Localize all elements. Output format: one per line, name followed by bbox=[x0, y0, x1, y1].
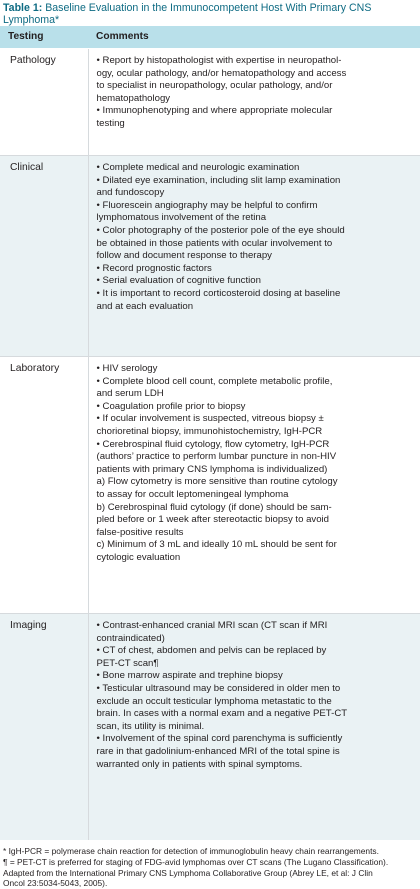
table-row-imaging bbox=[0, 614, 420, 841]
column-header-comments: Comments bbox=[88, 26, 420, 49]
comment-line: • Report by histopathologist with expertise in neuropathol- bbox=[96, 55, 342, 66]
comment-line: ogy, ocular pathology, and/or hematopathology and access bbox=[96, 67, 347, 79]
footnote: ¶ = PET-CT is preferred for staging of FDG-avid lymphomas over CT scans (The Lugano Classification). bbox=[3, 856, 389, 867]
comment-line: pled before or 1 week after stereotactic biopsy to avoid bbox=[96, 514, 330, 526]
testing-cell: Clinical bbox=[0, 156, 88, 357]
footnote: Adapted from the International Primary CNS Lymphoma Collaborative Group (Abrey LE, et al: J Clin bbox=[3, 867, 373, 878]
table-title-label: Table 1: bbox=[3, 2, 43, 14]
comment-line: follow and document response to therapy bbox=[96, 250, 272, 262]
comment-line: patients with primary CNS lymphoma is individualized) bbox=[96, 463, 328, 475]
comment-line: testing bbox=[96, 117, 125, 129]
comments-cell bbox=[88, 614, 420, 841]
table-footnotes bbox=[0, 846, 420, 889]
table-title bbox=[0, 0, 420, 26]
comment-line: • Serial evaluation of cognitive function bbox=[96, 275, 261, 287]
comment-line: • Record prognostic factors bbox=[96, 262, 212, 274]
testing-cell: Imaging bbox=[0, 614, 88, 841]
comment-line: warranted only in patients with spinal symptoms. bbox=[96, 758, 303, 770]
comment-line: • Complete medical and neurologic examination bbox=[96, 162, 300, 173]
comment-line: scan, its utility is minimal. bbox=[96, 720, 205, 732]
comment-line: rare in that gadolinium-enhanced MRI of the total spine is bbox=[96, 745, 340, 757]
evaluation-table bbox=[0, 26, 420, 840]
comment-line: lymphomatous involvement of the retina bbox=[96, 212, 267, 224]
footnote: * IgH-PCR = polymerase chain reaction for detection of immunoglobulin heavy chain rearrangements. bbox=[3, 846, 379, 856]
table-row-laboratory bbox=[0, 357, 420, 614]
comment-line: • Color photography of the posterior pole of the eye should bbox=[96, 224, 345, 236]
comment-line: • CT of chest, abdomen and pelvis can be replaced by bbox=[96, 645, 327, 657]
footnote: Oncol 23:5034-5043, 2005). bbox=[3, 878, 108, 889]
testing-cell: Pathology bbox=[0, 49, 88, 156]
comment-line: • Dilated eye examination, including slit lamp examination bbox=[96, 174, 341, 186]
comments-cell bbox=[88, 49, 420, 156]
comment-line: • It is important to record corticosteroid dosing at baseline bbox=[96, 287, 341, 299]
comment-line: chorioretinal biopsy, immunohistochemistry, IgH-PCR bbox=[96, 425, 323, 437]
comment-line: b) Cerebrospinal fluid cytology (if done) should be sam- bbox=[96, 501, 332, 513]
comment-line: and fundoscopy bbox=[96, 187, 165, 199]
comment-line: to assay for occult leptomeningeal lymphoma bbox=[96, 488, 289, 500]
comment-line: • If ocular involvement is suspected, vitreous biopsy ± bbox=[96, 413, 324, 425]
testing-cell: Laboratory bbox=[0, 357, 88, 614]
comment-line: • HIV serology bbox=[96, 363, 158, 374]
comment-line: false-positive results bbox=[96, 526, 184, 538]
comment-line: to specialist in neuropathology, ocular pathology, and/or bbox=[96, 80, 333, 92]
comment-line: hematopathology bbox=[96, 92, 171, 104]
comments-cell bbox=[88, 357, 420, 614]
comment-line: a) Flow cytometry is more sensitive than routine cytology bbox=[96, 476, 338, 488]
comment-line: • Involvement of the spinal cord parenchyma is sufficiently bbox=[96, 733, 343, 745]
comment-line: • Fluorescein angiography may be helpful to confirm bbox=[96, 199, 318, 211]
comment-line: • Bone marrow aspirate and trephine biopsy bbox=[96, 670, 283, 682]
comment-line: exclude an occult testicular lymphoma metastatic to the bbox=[96, 695, 332, 707]
comments-cell bbox=[88, 156, 420, 357]
comment-line: • Cerebrospinal fluid cytology, flow cytometry, IgH-PCR bbox=[96, 438, 330, 450]
comment-line: • Complete blood cell count, complete metabolic profile, bbox=[96, 375, 333, 387]
comment-line: (authors’ practice to perform lumbar puncture in non-HIV bbox=[96, 451, 337, 463]
table-row-clinical bbox=[0, 156, 420, 357]
comment-line: brain. In cases with a normal exam and a negative PET-CT bbox=[96, 708, 348, 720]
comment-line: • Coagulation profile prior to biopsy bbox=[96, 400, 246, 412]
table-title-text: Baseline Evaluation in the Immunocompetent Host With Primary CNS Lymphoma* bbox=[3, 2, 372, 26]
table-header-row bbox=[0, 26, 420, 49]
comment-line: be obtained in those patients with ocular involvement to bbox=[96, 237, 333, 249]
table-row-pathology bbox=[0, 49, 420, 156]
comment-line: c) Minimum of 3 mL and ideally 10 mL should be sent for bbox=[96, 539, 337, 551]
comment-line: cytologic evaluation bbox=[96, 551, 181, 563]
comment-line: • Testicular ultrasound may be considered in older men to bbox=[96, 682, 341, 694]
comment-line: PET-CT scan¶ bbox=[96, 657, 159, 669]
column-header-testing: Testing bbox=[0, 26, 88, 49]
comment-line: and serum LDH bbox=[96, 388, 164, 400]
comment-line: contraindicated) bbox=[96, 632, 165, 644]
comment-line: • Immunophenotyping and where appropriate molecular bbox=[96, 105, 333, 117]
comment-line: and at each evaluation bbox=[96, 300, 194, 312]
comment-line: • Contrast-enhanced cranial MRI scan (CT scan if MRI bbox=[96, 620, 328, 631]
